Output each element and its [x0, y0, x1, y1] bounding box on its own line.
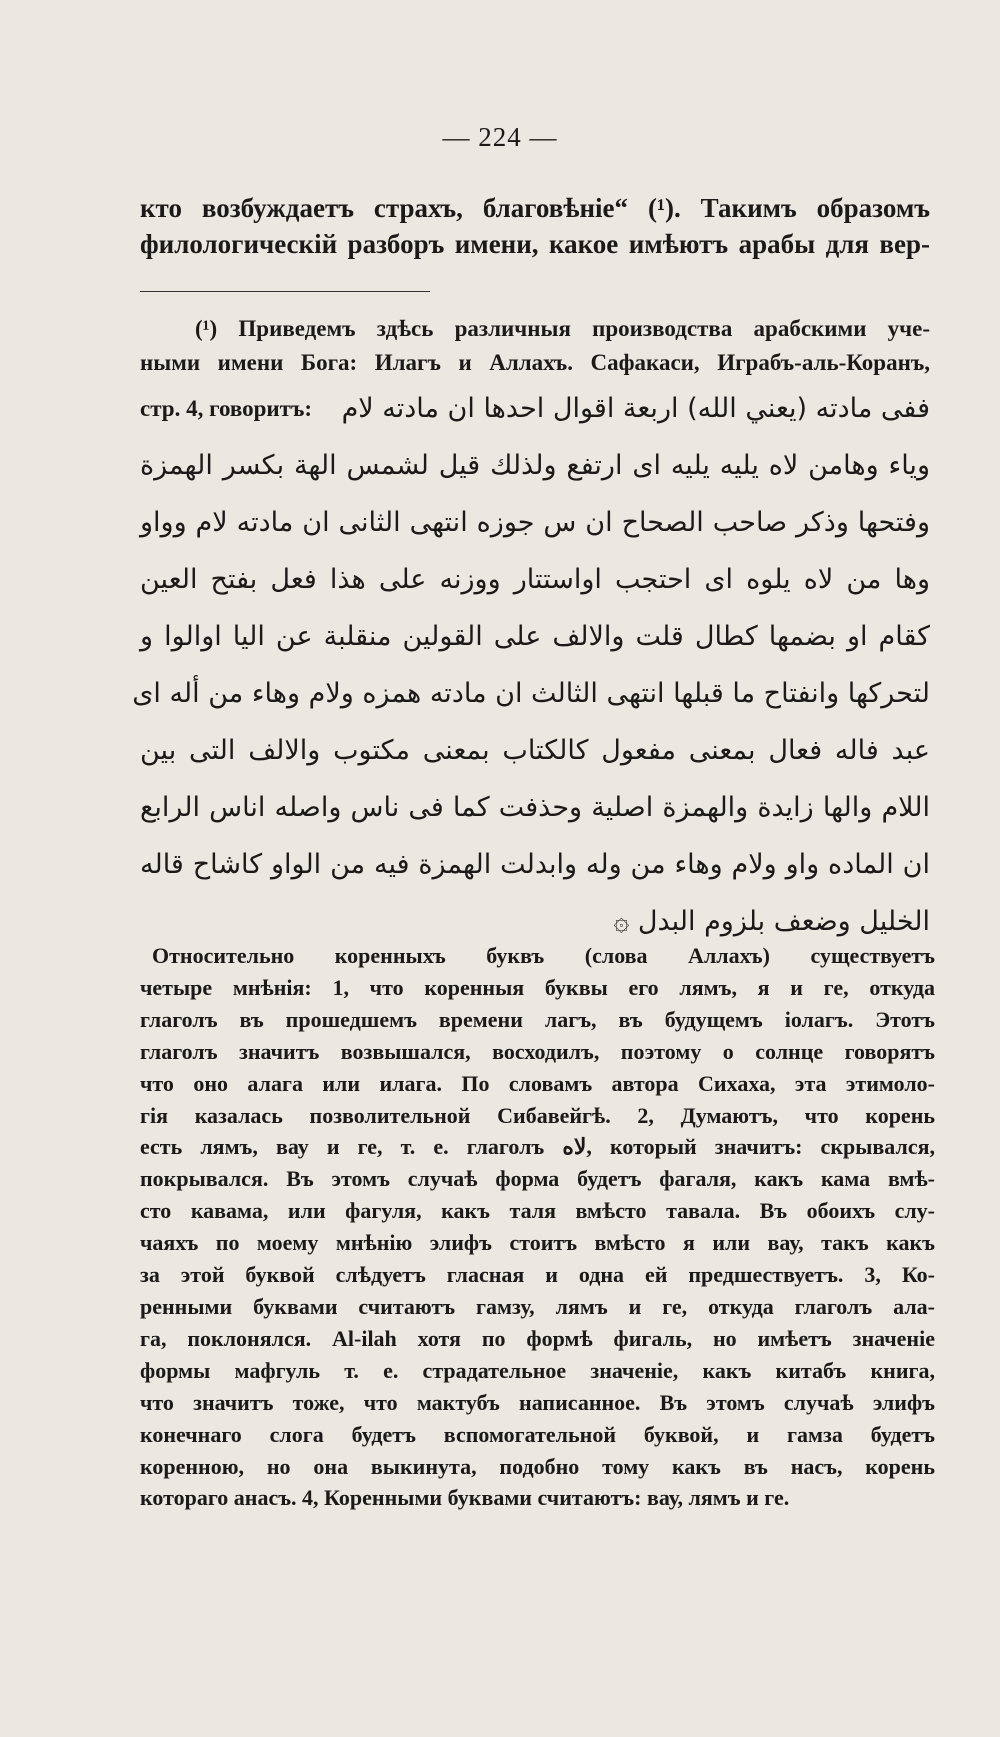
footnote-body-line: Относительно коренныхъ буквъ (слова Аллахъ) существуетъ	[152, 943, 935, 968]
main-text-line: кто возбуждаетъ страхъ, благовѣніе“ (¹). Такимъ образомъ	[140, 193, 930, 223]
arabic-quotation	[132, 380, 930, 950]
footnote-body-line: формы мафгуль т. е. страдательное значеніе, какъ китабъ книга,	[140, 1357, 935, 1383]
arabic-line: وياء وهامن لاه يليه يليه اى ارتفع ولذلك قيل لشمس الهة بكسر الهمزة	[140, 450, 930, 481]
footnote-body-line: что значитъ тоже, что мактубъ написанное. Въ этомъ случаѣ элифъ	[140, 1389, 935, 1415]
footnote-body-line: за этой буквой слѣдуетъ гласная и одна ей предшествуетъ. 3, Ко-	[140, 1262, 935, 1288]
arabic-text: ففى مادته (يعني الله) اربعة اقوال احدها ان مادته لام	[341, 393, 930, 424]
footnote-rule	[140, 291, 430, 292]
arabic-line: ان الماده واو ولام وهاء من وله وابدلت الهمزة فيه من الواو كاشاح قاله	[140, 849, 930, 880]
footnote-body-line: коренною, но она выкинута, подобно тому какъ въ насъ, корень	[140, 1453, 935, 1479]
footnote-body-line: глаголъ въ прошедшемъ времени лагъ, въ будущемъ іолагъ. Этотъ	[140, 1006, 935, 1032]
arabic-line: وها من لاه يلوه اى احتجب اواستتار ووزنه على هذا فعل بفتح العين	[140, 564, 930, 595]
footnote-body-line: покрывался. Въ этомъ случаѣ форма будетъ фагаля, какъ кама вмѣ-	[140, 1166, 935, 1192]
footnote-body-line: сто кавама, или фагуля, какъ таля вмѣсто тавала. Въ обоихъ слу-	[140, 1198, 935, 1224]
footnote-body-line: чаяхъ по моему мнѣнію элифъ стоитъ вмѣсто я или вау, такъ какъ	[140, 1230, 935, 1256]
arabic-line: اللام والها زايدة والهمزة اصلية وحذفت كما فى ناس واصله اناس الرابع	[140, 792, 930, 823]
footnote-body-line: га, поклонялся. Al-ilah хотя по формѣ фигаль, но имѣетъ значеніе	[140, 1325, 935, 1351]
footnote-body-line: что оно алага или илага. По словамъ автора Сихаха, эта этимоло-	[140, 1070, 935, 1096]
footnote-body	[140, 940, 935, 1514]
main-text	[140, 190, 930, 262]
footnote-body-line: котораго анасъ. 4, Коренными буквами считаютъ: вау, лямъ и ге.	[140, 1485, 790, 1511]
arabic-line: الخليل وضعف بلزوم البدل ۞	[613, 906, 930, 937]
arabic-lead-text: стр. 4, говоритъ:	[140, 396, 313, 421]
arabic-line: وفتحها وذكر صاحب الصحاح ان س جوزه انتهى الثانى ان مادته لام وواو	[140, 507, 930, 538]
footnote-body-line: глаголъ значитъ возвышался, восходилъ, поэтому о солнце говорятъ	[140, 1038, 935, 1064]
main-text-line: филологическій разборъ имени, какое имѣютъ арабы для вер-	[140, 229, 930, 259]
footnote-body-line: ренными буквами считаютъ гамзу, лямъ и ге, откуда глаголъ ала-	[140, 1293, 935, 1319]
arabic-line: لتحركها وانفتاح ما قبلها انتهى الثالث ان مادته همزه ولام وهاء من أله اى	[132, 678, 930, 709]
footnote-body-line: есть лямъ, вау и ге, т. е. глаголъ لاه, который значитъ: скрывался,	[140, 1134, 935, 1160]
footnote-body-line: четыре мнѣнія: 1, что коренныя буквы его лямъ, я и ге, откуда	[140, 974, 935, 1000]
footnote-intro-line: (¹) Приведемъ здѣсь различныя производства арабскими уче-	[195, 316, 930, 341]
arabic-line: كقام او بضمها كطال قلت والالف على القولين منقلبة عن اليا اوالوا و	[140, 621, 930, 652]
footnote-body-line: гія казалась позволительной Сибавейгѣ. 2, Думаютъ, что корень	[140, 1102, 935, 1128]
footnote-intro	[140, 312, 930, 380]
footnote-intro-line: ными имени Бога: Илагъ и Аллахъ. Сафакаси, Играбъ-аль-Коранъ,	[140, 350, 930, 375]
arabic-line	[140, 380, 930, 437]
page-number: — 224 —	[442, 122, 558, 152]
footnote-body-line: конечнаго слога будетъ вспомогательной буквой, и гамза будетъ	[140, 1421, 935, 1447]
arabic-line: عبد فاله فعال بمعنى مفعول كالكتاب بمعنى مكتوب والالف التى بين	[140, 735, 930, 766]
